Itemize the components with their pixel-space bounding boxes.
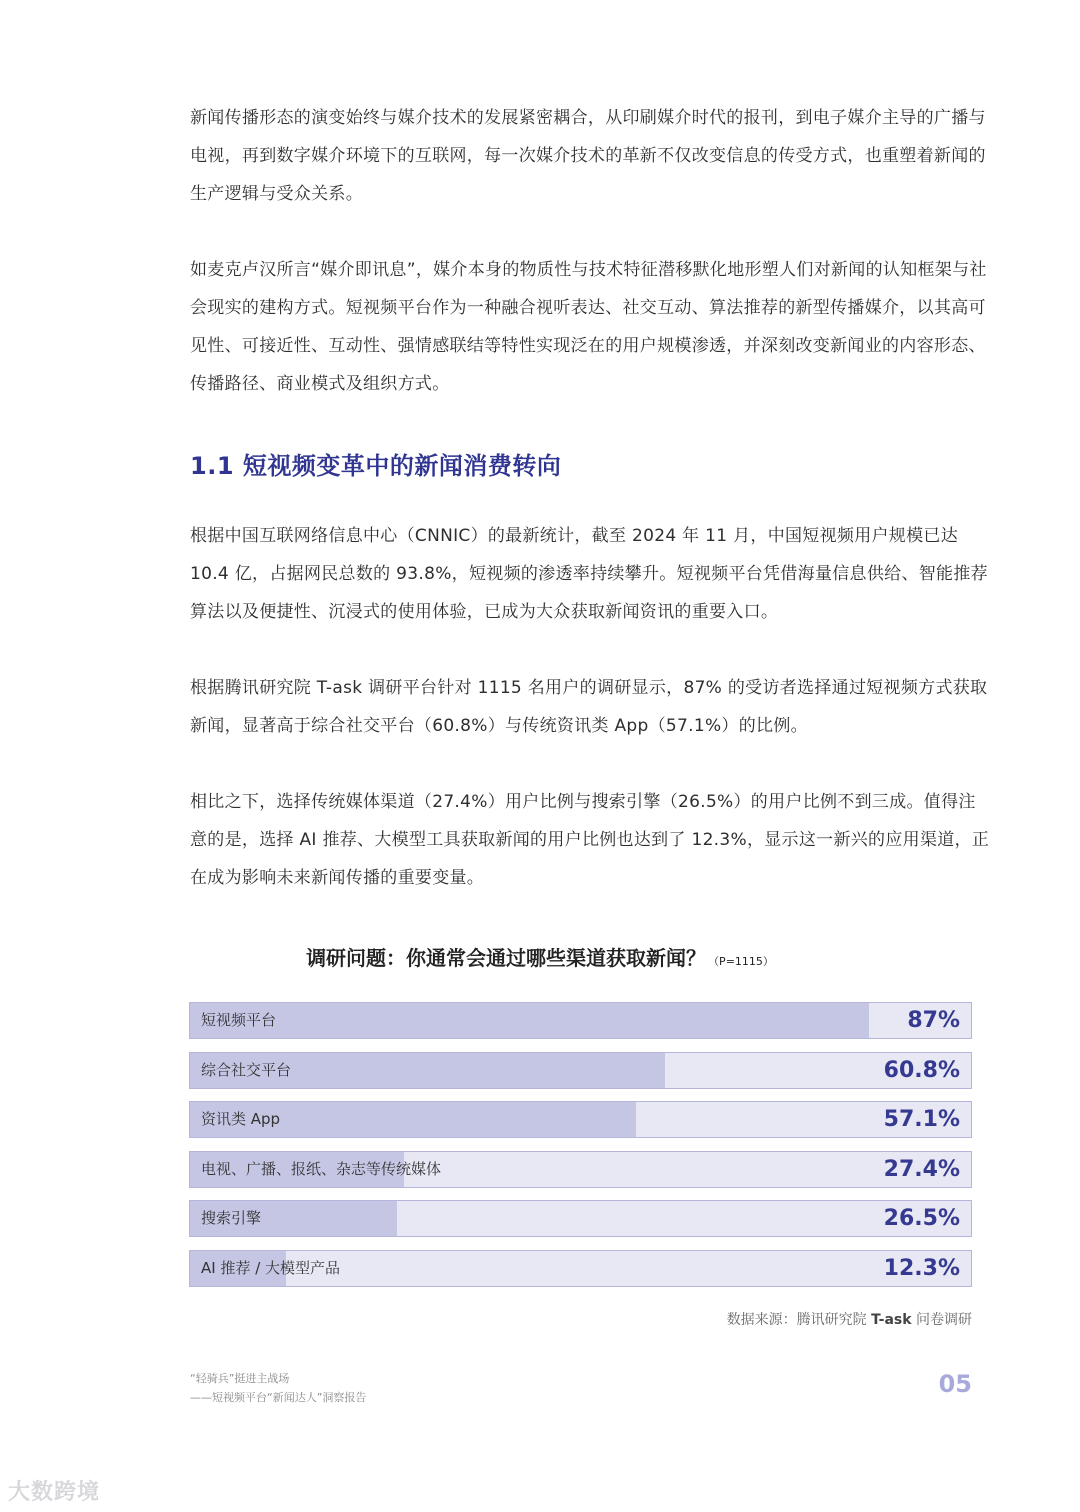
watermark-logo: 大数跨境	[8, 1480, 101, 1505]
bar-value-label: 12.3%	[883, 1255, 960, 1281]
intro-paragraph-1: 新闻传播形态的演变始终与媒介技术的发展紧密耦合，从印刷媒介时代的报刊，到电子媒介主导的广播与电视，再到数字媒介环境下的互联网，每一次媒介技术的革新不仅改变信息的传受方式，也重塑着新闻的生产逻辑与受众关系。	[190, 108, 986, 204]
bar-row	[189, 1200, 972, 1237]
bar-fill	[190, 1003, 869, 1038]
bar-value-label: 87%	[907, 1008, 960, 1033]
data-source	[727, 1309, 972, 1329]
body-paragraph-cnnic: 根据中国互联网络信息中心（CNNIC）的最新统计，截至 2024 年 11 月，中国短视频用户规模已达 10.4 亿，占据网民总数的 93.8%，短视频的渗透率持续攀升。短视频平台凭借海量信息供给、智能推荐算法以及便捷性、沉浸式的使用体验，已成为大众获取新闻资讯的重要入口。	[190, 526, 988, 622]
source-prefix: 数据来源：腾讯研究院	[726, 1312, 872, 1328]
bar-label: AI 推荐 / 大模型产品	[201, 1258, 341, 1277]
bar-label: 短视频平台	[201, 1011, 277, 1029]
bar-label: 资讯类 App	[201, 1110, 281, 1128]
bar-row	[189, 1052, 972, 1089]
bar-value-label: 60.8%	[883, 1057, 960, 1083]
body-paragraph-survey: 根据腾讯研究院 T-ask 调研平台针对 1115 名用户的调研显示，87% 的受访者选择通过短视频方式获取新闻，显著高于综合社交平台（60.8%）与传统资讯类 App（57.1%）的比例。	[190, 678, 988, 736]
source-bold: T-ask	[871, 1312, 912, 1328]
bar-value-label: 27.4%	[883, 1156, 960, 1182]
survey-bar-chart	[189, 1002, 972, 1299]
intro-paragraph-2: 如麦克卢汉所言“媒介即讯息”，媒介本身的物质性与技术特征潜移默化地形塑人们对新闻的认知框架与社会现实的建构方式。短视频平台作为一种融合视听表达、社交互动、算法推荐的新型传播媒介，以其高可见性、可接近性、互动性、强情感联结等特性实现泛在的用户规模渗透，并深刻改变新闻业的内容形态、传播路径、商业模式及组织方式。	[190, 260, 987, 394]
bar-row	[189, 1250, 972, 1287]
footer-report-subtitle: ——短视频平台“新闻达人”洞察报告	[190, 1391, 367, 1404]
chart-title-text: 调研问题：你通常会通过哪些渠道获取新闻？	[306, 946, 707, 970]
bar-label: 综合社交平台	[201, 1060, 292, 1079]
source-suffix: 问卷调研	[911, 1312, 972, 1328]
chart-sample-note: （P=1115）	[708, 955, 774, 968]
bar-value-label: 57.1%	[883, 1107, 960, 1132]
section-title: 1.1 短视频变革中的新闻消费转向	[190, 452, 562, 480]
bar-label: 搜索引擎	[201, 1209, 262, 1227]
footer-report-title: “轻骑兵”挺进主战场	[190, 1372, 290, 1385]
bar-value-label: 26.5%	[883, 1206, 960, 1231]
body-paragraph-comparison: 相比之下，选择传统媒体渠道（27.4%）用户比例与搜索引擎（26.5%）的用户比例不到三成。值得注意的是，选择 AI 推荐、大模型工具获取新闻的用户比例也达到了 12.3%，显示这一新兴的应用渠道，正在成为影响未来新闻传播的重要变量。	[190, 792, 990, 888]
bar-label: 电视、广播、报纸、杂志等传统媒体	[201, 1159, 442, 1178]
bar-row	[189, 1002, 972, 1039]
bar-row	[189, 1151, 972, 1188]
chart-title	[0, 942, 1080, 971]
bar-row	[189, 1101, 972, 1138]
page-number: 05	[938, 1370, 972, 1398]
